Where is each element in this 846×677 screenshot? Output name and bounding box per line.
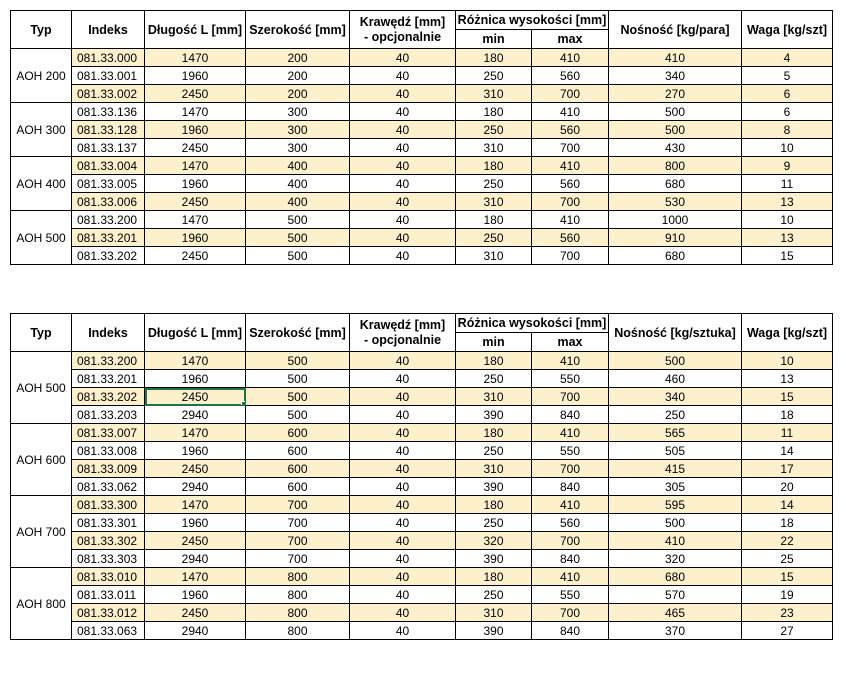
cell-krawedz[interactable]: 40 <box>350 211 456 229</box>
cell-max[interactable]: 840 <box>532 622 609 640</box>
cell-min[interactable]: 180 <box>456 352 532 370</box>
cell-dlugosc[interactable]: 1470 <box>145 352 246 370</box>
cell-nosnosc[interactable]: 530 <box>609 193 742 211</box>
cell-min[interactable]: 310 <box>456 139 532 157</box>
header-krawedz-line1: Krawędź [mm] <box>359 14 446 29</box>
cell-max[interactable]: 700 <box>532 85 609 103</box>
cell-szerokosc[interactable]: 800 <box>246 622 350 640</box>
header-krawedz-line2: - opcjonalnie <box>363 332 442 347</box>
cell-nosnosc[interactable]: 910 <box>609 229 742 247</box>
cell-dlugosc[interactable]: 1960 <box>145 514 246 532</box>
cell-max[interactable]: 550 <box>532 586 609 604</box>
cell-nosnosc[interactable]: 370 <box>609 622 742 640</box>
cell-indeks[interactable]: 081.33.137 <box>72 139 145 157</box>
cell-max[interactable]: 550 <box>532 442 609 460</box>
table-row <box>11 49 833 67</box>
header-max[interactable]: max <box>532 333 609 352</box>
table-row <box>11 496 833 514</box>
cell-max[interactable]: 700 <box>532 532 609 550</box>
cell-nosnosc[interactable]: 410 <box>609 532 742 550</box>
table-row <box>11 121 833 139</box>
cell-krawedz[interactable]: 40 <box>350 370 456 388</box>
cell-max[interactable]: 700 <box>532 247 609 265</box>
cell-krawedz[interactable]: 40 <box>350 496 456 514</box>
cell-dlugosc[interactable]: 2940 <box>145 550 246 568</box>
cell-max[interactable]: 560 <box>532 514 609 532</box>
cell-krawedz[interactable]: 40 <box>350 388 456 406</box>
cell-waga[interactable]: 4 <box>742 49 833 67</box>
cell-max[interactable]: 840 <box>532 478 609 496</box>
cell-indeks[interactable]: 081.33.201 <box>72 370 145 388</box>
cell-krawedz[interactable]: 40 <box>350 604 456 622</box>
header-min[interactable]: min <box>456 333 532 352</box>
cell-indeks[interactable]: 081.33.005 <box>72 175 145 193</box>
table-row <box>11 586 833 604</box>
cell-typ[interactable]: AOH 800 <box>11 568 72 640</box>
header-krawedz-line1: Krawędź [mm] <box>359 317 446 332</box>
cell-krawedz[interactable]: 40 <box>350 550 456 568</box>
cell-dlugosc[interactable]: 2450 <box>145 460 246 478</box>
cell-max[interactable]: 700 <box>532 604 609 622</box>
cell-dlugosc[interactable]: 1470 <box>145 49 246 67</box>
cell-krawedz[interactable]: 40 <box>350 532 456 550</box>
cell-nosnosc[interactable]: 570 <box>609 586 742 604</box>
cell-dlugosc[interactable]: 1960 <box>145 442 246 460</box>
header-indeks[interactable]: Indeks <box>72 314 145 352</box>
cell-max[interactable]: 700 <box>532 139 609 157</box>
cell-krawedz[interactable]: 40 <box>350 424 456 442</box>
cell-waga[interactable]: 10 <box>742 139 833 157</box>
cell-typ[interactable]: AOH 600 <box>11 424 72 496</box>
header-szerokosc[interactable]: Szerokość [mm] <box>246 314 350 352</box>
cell-nosnosc[interactable]: 680 <box>609 568 742 586</box>
cell-waga[interactable]: 22 <box>742 532 833 550</box>
cell-szerokosc[interactable]: 700 <box>246 550 350 568</box>
table-row <box>11 193 833 211</box>
table-row <box>11 352 833 370</box>
header-roznica[interactable]: Różnica wysokości [mm] <box>456 314 609 333</box>
cell-szerokosc[interactable]: 800 <box>246 586 350 604</box>
cell-indeks[interactable]: 081.33.011 <box>72 586 145 604</box>
cell-szerokosc[interactable]: 700 <box>246 514 350 532</box>
cell-max[interactable]: 410 <box>532 49 609 67</box>
cell-min[interactable]: 180 <box>456 211 532 229</box>
cell-waga[interactable]: 9 <box>742 157 833 175</box>
header-waga[interactable]: Waga [kg/szt] <box>742 11 833 49</box>
cell-dlugosc[interactable]: 1470 <box>145 424 246 442</box>
header-min[interactable]: min <box>456 30 532 49</box>
header-typ[interactable]: Typ <box>11 314 72 352</box>
cell-min[interactable]: 250 <box>456 370 532 388</box>
cell-dlugosc[interactable]: 2450 <box>145 247 246 265</box>
cell-krawedz[interactable]: 40 <box>350 247 456 265</box>
cell-max[interactable]: 410 <box>532 103 609 121</box>
cell-waga[interactable]: 15 <box>742 247 833 265</box>
cell-typ[interactable]: AOH 700 <box>11 496 72 568</box>
cell-szerokosc[interactable]: 300 <box>246 139 350 157</box>
table-row <box>11 247 833 265</box>
table-row <box>11 550 833 568</box>
header-indeks[interactable]: Indeks <box>72 11 145 49</box>
cell-min[interactable]: 250 <box>456 514 532 532</box>
cell-max[interactable]: 560 <box>532 67 609 85</box>
cell-max[interactable]: 410 <box>532 211 609 229</box>
cell-max[interactable]: 840 <box>532 550 609 568</box>
cell-szerokosc[interactable]: 200 <box>246 49 350 67</box>
table2-body <box>11 352 833 640</box>
cell-max[interactable]: 560 <box>532 121 609 139</box>
cell-szerokosc[interactable]: 200 <box>246 67 350 85</box>
cell-waga[interactable]: 8 <box>742 121 833 139</box>
cell-krawedz[interactable]: 40 <box>350 406 456 424</box>
cell-nosnosc[interactable]: 270 <box>609 85 742 103</box>
cell-nosnosc[interactable]: 415 <box>609 460 742 478</box>
cell-indeks[interactable]: 081.33.203 <box>72 406 145 424</box>
table-row <box>11 532 833 550</box>
cell-nosnosc[interactable]: 340 <box>609 388 742 406</box>
cell-dlugosc[interactable]: 1960 <box>145 586 246 604</box>
cell-szerokosc[interactable]: 500 <box>246 370 350 388</box>
cell-krawedz[interactable]: 40 <box>350 586 456 604</box>
header-dlugosc[interactable]: Długość L [mm] <box>145 11 246 49</box>
cell-szerokosc[interactable]: 200 <box>246 85 350 103</box>
cell-max[interactable]: 700 <box>532 460 609 478</box>
cell-szerokosc[interactable]: 400 <box>246 175 350 193</box>
cell-min[interactable]: 250 <box>456 586 532 604</box>
cell-nosnosc[interactable]: 505 <box>609 442 742 460</box>
cell-krawedz[interactable]: 40 <box>350 139 456 157</box>
cell-min[interactable]: 250 <box>456 442 532 460</box>
cell-krawedz[interactable]: 40 <box>350 175 456 193</box>
cell-waga[interactable]: 15 <box>742 388 833 406</box>
spec-table-pair-load <box>10 10 833 265</box>
cell-dlugosc[interactable]: 1960 <box>145 175 246 193</box>
cell-max[interactable]: 410 <box>532 424 609 442</box>
cell-dlugosc[interactable]: 2940 <box>145 478 246 496</box>
cell-min[interactable]: 390 <box>456 478 532 496</box>
cell-krawedz[interactable]: 40 <box>350 121 456 139</box>
cell-szerokosc[interactable]: 600 <box>246 424 350 442</box>
cell-waga[interactable]: 13 <box>742 370 833 388</box>
cell-indeks[interactable]: 081.33.128 <box>72 121 145 139</box>
selected-cell[interactable]: 2450 <box>145 388 246 406</box>
cell-indeks[interactable]: 081.33.009 <box>72 460 145 478</box>
cell-waga[interactable]: 10 <box>742 352 833 370</box>
cell-max[interactable]: 560 <box>532 175 609 193</box>
cell-nosnosc[interactable]: 465 <box>609 604 742 622</box>
cell-krawedz[interactable]: 40 <box>350 442 456 460</box>
cell-nosnosc[interactable]: 565 <box>609 424 742 442</box>
table-row <box>11 568 833 586</box>
cell-nosnosc[interactable]: 500 <box>609 352 742 370</box>
cell-indeks[interactable]: 081.33.202 <box>72 247 145 265</box>
header-dlugosc[interactable]: Długość L [mm] <box>145 314 246 352</box>
cell-krawedz[interactable]: 40 <box>350 49 456 67</box>
header-waga[interactable]: Waga [kg/szt] <box>742 314 833 352</box>
cell-krawedz[interactable]: 40 <box>350 85 456 103</box>
cell-waga[interactable]: 23 <box>742 604 833 622</box>
cell-waga[interactable]: 5 <box>742 67 833 85</box>
cell-nosnosc[interactable]: 1000 <box>609 211 742 229</box>
table-row <box>11 67 833 85</box>
cell-szerokosc[interactable]: 600 <box>246 442 350 460</box>
cell-dlugosc[interactable]: 2450 <box>145 532 246 550</box>
cell-indeks[interactable]: 081.33.012 <box>72 604 145 622</box>
cell-nosnosc[interactable]: 410 <box>609 49 742 67</box>
cell-waga[interactable]: 18 <box>742 406 833 424</box>
spec-table-unit-load <box>10 313 833 640</box>
cell-waga[interactable]: 14 <box>742 442 833 460</box>
cell-szerokosc[interactable]: 400 <box>246 157 350 175</box>
table-row <box>11 424 833 442</box>
cell-waga[interactable]: 27 <box>742 622 833 640</box>
cell-waga[interactable]: 14 <box>742 496 833 514</box>
cell-min[interactable]: 180 <box>456 103 532 121</box>
header-max[interactable]: max <box>532 30 609 49</box>
cell-dlugosc[interactable]: 1470 <box>145 211 246 229</box>
cell-max[interactable]: 840 <box>532 406 609 424</box>
table-row <box>11 514 833 532</box>
cell-szerokosc[interactable]: 700 <box>246 496 350 514</box>
cell-min[interactable]: 310 <box>456 388 532 406</box>
cell-min[interactable]: 250 <box>456 229 532 247</box>
cell-szerokosc[interactable]: 500 <box>246 388 350 406</box>
cell-dlugosc[interactable]: 2450 <box>145 139 246 157</box>
header-roznica[interactable]: Różnica wysokości [mm] <box>456 11 609 30</box>
cell-dlugosc[interactable]: 1470 <box>145 496 246 514</box>
cell-nosnosc[interactable]: 340 <box>609 67 742 85</box>
cell-min[interactable]: 310 <box>456 604 532 622</box>
cell-szerokosc[interactable]: 500 <box>246 229 350 247</box>
table-row <box>11 604 833 622</box>
cell-dlugosc[interactable]: 1960 <box>145 370 246 388</box>
cell-min[interactable]: 390 <box>456 406 532 424</box>
cell-szerokosc[interactable]: 700 <box>246 532 350 550</box>
cell-min[interactable]: 310 <box>456 247 532 265</box>
cell-szerokosc[interactable]: 300 <box>246 103 350 121</box>
cell-waga[interactable]: 17 <box>742 460 833 478</box>
cell-szerokosc[interactable]: 600 <box>246 460 350 478</box>
cell-waga[interactable]: 25 <box>742 550 833 568</box>
cell-nosnosc[interactable]: 680 <box>609 247 742 265</box>
cell-krawedz[interactable]: 40 <box>350 229 456 247</box>
cell-waga[interactable]: 15 <box>742 568 833 586</box>
cell-dlugosc[interactable]: 1960 <box>145 121 246 139</box>
cell-krawedz[interactable]: 40 <box>350 103 456 121</box>
cell-indeks[interactable]: 081.33.010 <box>72 568 145 586</box>
header-krawedz[interactable] <box>350 314 456 352</box>
table1-body <box>11 49 833 265</box>
cell-krawedz[interactable]: 40 <box>350 622 456 640</box>
cell-indeks[interactable]: 081.33.302 <box>72 532 145 550</box>
cell-min[interactable]: 250 <box>456 67 532 85</box>
cell-max[interactable]: 560 <box>532 229 609 247</box>
cell-szerokosc[interactable]: 500 <box>246 352 350 370</box>
cell-nosnosc[interactable]: 680 <box>609 175 742 193</box>
table-row <box>11 406 833 424</box>
cell-waga[interactable]: 19 <box>742 586 833 604</box>
table-row <box>11 388 833 406</box>
table-row <box>11 478 833 496</box>
cell-krawedz[interactable]: 40 <box>350 193 456 211</box>
cell-waga[interactable]: 13 <box>742 193 833 211</box>
cell-waga[interactable]: 10 <box>742 211 833 229</box>
cell-indeks[interactable]: 081.33.301 <box>72 514 145 532</box>
header-krawedz-line2: - opcjonalnie <box>363 29 442 44</box>
cell-krawedz[interactable]: 40 <box>350 568 456 586</box>
cell-nosnosc[interactable]: 500 <box>609 514 742 532</box>
cell-min[interactable]: 250 <box>456 175 532 193</box>
cell-szerokosc[interactable]: 500 <box>246 406 350 424</box>
cell-nosnosc[interactable]: 595 <box>609 496 742 514</box>
table-row <box>11 622 833 640</box>
cell-indeks[interactable]: 081.33.201 <box>72 229 145 247</box>
cell-max[interactable]: 700 <box>532 193 609 211</box>
cell-min[interactable]: 310 <box>456 85 532 103</box>
cell-typ[interactable]: AOH 200 <box>11 49 72 103</box>
table-row <box>11 157 833 175</box>
cell-nosnosc[interactable]: 460 <box>609 370 742 388</box>
cell-max[interactable]: 410 <box>532 157 609 175</box>
cell-typ[interactable]: AOH 500 <box>11 352 72 424</box>
cell-szerokosc[interactable]: 500 <box>246 211 350 229</box>
cell-indeks[interactable]: 081.33.200 <box>72 352 145 370</box>
cell-szerokosc[interactable]: 500 <box>246 247 350 265</box>
cell-indeks[interactable]: 081.33.300 <box>72 496 145 514</box>
cell-krawedz[interactable]: 40 <box>350 67 456 85</box>
cell-indeks[interactable]: 081.33.136 <box>72 103 145 121</box>
cell-min[interactable]: 180 <box>456 49 532 67</box>
cell-szerokosc[interactable]: 400 <box>246 193 350 211</box>
table-row <box>11 175 833 193</box>
cell-typ[interactable]: AOH 400 <box>11 157 72 211</box>
cell-szerokosc[interactable]: 800 <box>246 604 350 622</box>
cell-indeks[interactable]: 081.33.200 <box>72 211 145 229</box>
cell-indeks[interactable]: 081.33.006 <box>72 193 145 211</box>
cell-indeks[interactable]: 081.33.000 <box>72 49 145 67</box>
cell-nosnosc[interactable]: 500 <box>609 103 742 121</box>
cell-dlugosc[interactable]: 2450 <box>145 604 246 622</box>
cell-indeks[interactable]: 081.33.303 <box>72 550 145 568</box>
cell-szerokosc[interactable]: 800 <box>246 568 350 586</box>
table-row <box>11 211 833 229</box>
cell-dlugosc[interactable]: 1470 <box>145 568 246 586</box>
cell-max[interactable]: 700 <box>532 388 609 406</box>
cell-min[interactable]: 180 <box>456 568 532 586</box>
cell-typ[interactable]: AOH 500 <box>11 211 72 265</box>
cell-nosnosc[interactable]: 430 <box>609 139 742 157</box>
table-row <box>11 139 833 157</box>
cell-max[interactable]: 410 <box>532 496 609 514</box>
cell-nosnosc[interactable]: 250 <box>609 406 742 424</box>
cell-waga[interactable]: 18 <box>742 514 833 532</box>
cell-szerokosc[interactable]: 300 <box>246 121 350 139</box>
cell-indeks[interactable]: 081.33.062 <box>72 478 145 496</box>
cell-min[interactable]: 310 <box>456 193 532 211</box>
cell-min[interactable]: 320 <box>456 532 532 550</box>
header-typ[interactable]: Typ <box>11 11 72 49</box>
cell-nosnosc[interactable]: 320 <box>609 550 742 568</box>
cell-indeks[interactable]: 081.33.004 <box>72 157 145 175</box>
cell-dlugosc[interactable]: 1960 <box>145 67 246 85</box>
cell-nosnosc[interactable]: 305 <box>609 478 742 496</box>
cell-dlugosc[interactable]: 1470 <box>145 157 246 175</box>
table-row <box>11 103 833 121</box>
header-nosnosc[interactable]: Nośność [kg/para] <box>609 11 742 49</box>
cell-max[interactable]: 410 <box>532 352 609 370</box>
cell-dlugosc[interactable]: 2940 <box>145 622 246 640</box>
cell-waga[interactable]: 13 <box>742 229 833 247</box>
cell-dlugosc[interactable]: 2450 <box>145 193 246 211</box>
cell-min[interactable]: 180 <box>456 157 532 175</box>
table-row <box>11 85 833 103</box>
cell-max[interactable]: 410 <box>532 568 609 586</box>
cell-dlugosc[interactable]: 2450 <box>145 85 246 103</box>
cell-indeks[interactable]: 081.33.063 <box>72 622 145 640</box>
cell-min[interactable]: 310 <box>456 460 532 478</box>
cell-waga[interactable]: 11 <box>742 424 833 442</box>
cell-min[interactable]: 390 <box>456 622 532 640</box>
cell-krawedz[interactable]: 40 <box>350 478 456 496</box>
cell-indeks[interactable]: 081.33.007 <box>72 424 145 442</box>
cell-dlugosc[interactable]: 1470 <box>145 103 246 121</box>
cell-dlugosc[interactable]: 1960 <box>145 229 246 247</box>
cell-max[interactable]: 550 <box>532 370 609 388</box>
cell-nosnosc[interactable]: 800 <box>609 157 742 175</box>
cell-nosnosc[interactable]: 500 <box>609 121 742 139</box>
cell-min[interactable]: 390 <box>456 550 532 568</box>
table-row <box>11 229 833 247</box>
table-row <box>11 442 833 460</box>
cell-min[interactable]: 180 <box>456 424 532 442</box>
cell-dlugosc[interactable]: 2940 <box>145 406 246 424</box>
header-nosnosc[interactable]: Nośność [kg/sztuka] <box>609 314 742 352</box>
header-szerokosc[interactable]: Szerokość [mm] <box>246 11 350 49</box>
cell-indeks[interactable]: 081.33.001 <box>72 67 145 85</box>
cell-krawedz[interactable]: 40 <box>350 352 456 370</box>
cell-krawedz[interactable]: 40 <box>350 460 456 478</box>
cell-krawedz[interactable]: 40 <box>350 157 456 175</box>
cell-waga[interactable]: 20 <box>742 478 833 496</box>
cell-min[interactable]: 180 <box>456 496 532 514</box>
cell-waga[interactable]: 11 <box>742 175 833 193</box>
cell-szerokosc[interactable]: 600 <box>246 478 350 496</box>
cell-typ[interactable]: AOH 300 <box>11 103 72 157</box>
header-krawedz[interactable] <box>350 11 456 49</box>
cell-waga[interactable]: 6 <box>742 103 833 121</box>
cell-indeks[interactable]: 081.33.202 <box>72 388 145 406</box>
cell-indeks[interactable]: 081.33.008 <box>72 442 145 460</box>
cell-indeks[interactable]: 081.33.002 <box>72 85 145 103</box>
table-row <box>11 460 833 478</box>
cell-waga[interactable]: 6 <box>742 85 833 103</box>
cell-krawedz[interactable]: 40 <box>350 514 456 532</box>
table-row <box>11 370 833 388</box>
cell-min[interactable]: 250 <box>456 121 532 139</box>
